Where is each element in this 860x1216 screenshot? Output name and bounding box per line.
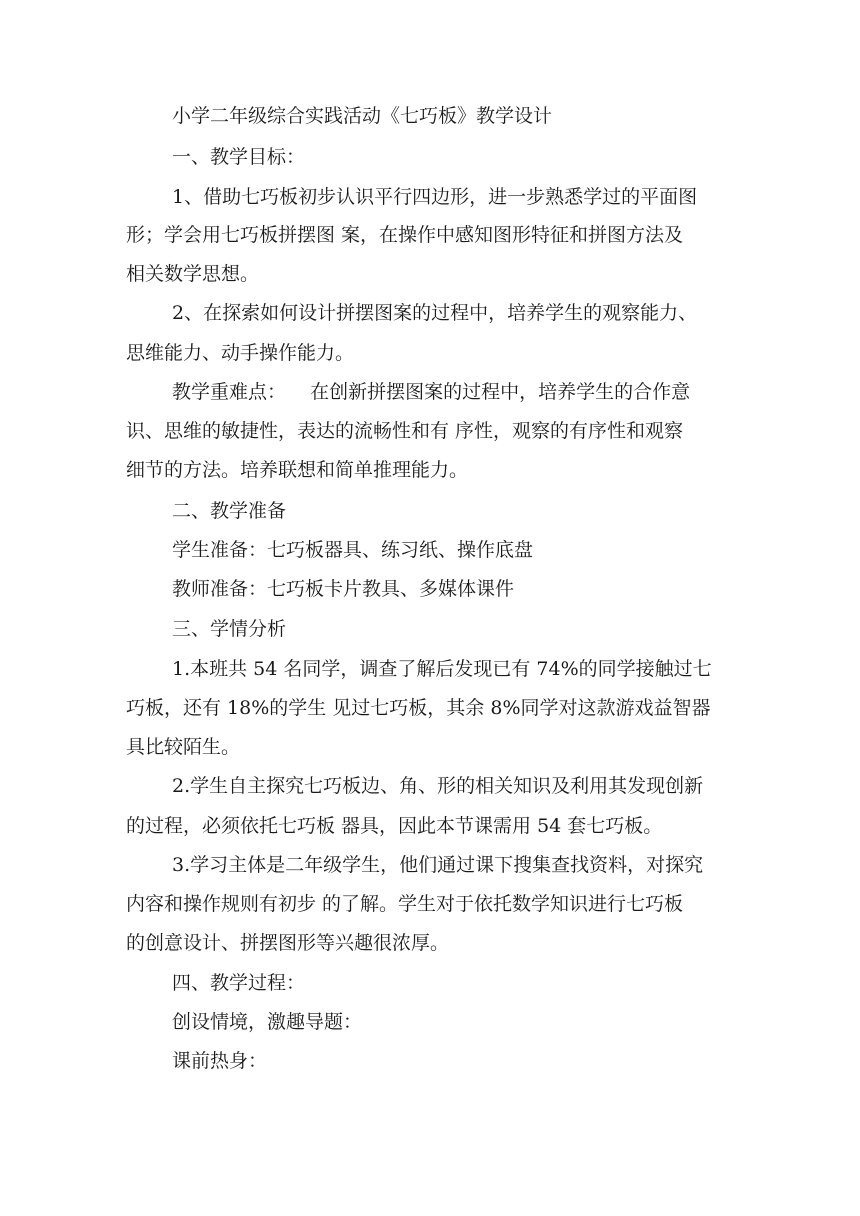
paragraph-line: 学生准备：七巧板器具、练习纸、操作底盘 <box>172 539 534 561</box>
paragraph-line: 教学重难点： 在创新拼摆图案的过程中，培养学生的合作意 <box>172 381 691 403</box>
paragraph-line: 2.学生自主探究七巧板边、角、形的相关知识及利用其发现创新 <box>172 775 704 797</box>
section-heading-objectives: 一、教学目标： <box>172 146 306 168</box>
paragraph-line: 内容和操作规则有初步 的了解。学生对于依托数学知识进行七巧板 <box>126 893 684 915</box>
document-title: 小学二年级综合实践活动《七巧板》教学设计 <box>172 105 553 127</box>
paragraph-line: 具比较陌生。 <box>126 736 241 758</box>
paragraph-line: 细节的方法。培养联想和简单推理能力。 <box>126 459 469 481</box>
section-heading-preparation: 二、教学准备 <box>172 500 287 522</box>
paragraph-line: 2、在探索如何设计拼摆图案的过程中，培养学生的观察能力、 <box>172 302 698 324</box>
paragraph-line: 教师准备：七巧板卡片教具、多媒体课件 <box>172 578 515 600</box>
paragraph-line: 思维能力、动手操作能力。 <box>126 342 355 364</box>
paragraph-line: 巧板，还有 18%的学生 见过七巧板，其余 8%同学对这款游戏益智器 <box>126 697 711 719</box>
paragraph-line: 创设情境，激趣导题： <box>172 1011 363 1033</box>
section-heading-process: 四、教学过程： <box>172 972 306 994</box>
paragraph-line: 的创意设计、拼摆图形等兴趣很浓厚。 <box>126 932 450 954</box>
paragraph-line: 的过程，必须依托七巧板 器具，因此本节课需用 54 套七巧板。 <box>126 815 663 837</box>
paragraph-line: 1、借助七巧板初步认识平行四边形，进一步熟悉学过的平面图 <box>172 186 698 208</box>
paragraph-line: 课前热身： <box>172 1050 268 1072</box>
paragraph-line: 相关数学思想。 <box>126 263 260 285</box>
paragraph-line: 形；学会用七巧板拼摆图 案，在操作中感知图形特征和拼图方法及 <box>126 224 684 246</box>
paragraph-line: 3.学习主体是二年级学生，他们通过课下搜集查找资料，对探究 <box>172 854 704 876</box>
paragraph-line: 1.本班共 54 名同学，调查了解后发现已有 74%的同学接触过七 <box>172 658 712 680</box>
section-heading-analysis: 三、学情分析 <box>172 618 287 640</box>
paragraph-line: 识、思维的敏捷性，表达的流畅性和有 序性，观察的有序性和观察 <box>126 420 684 442</box>
